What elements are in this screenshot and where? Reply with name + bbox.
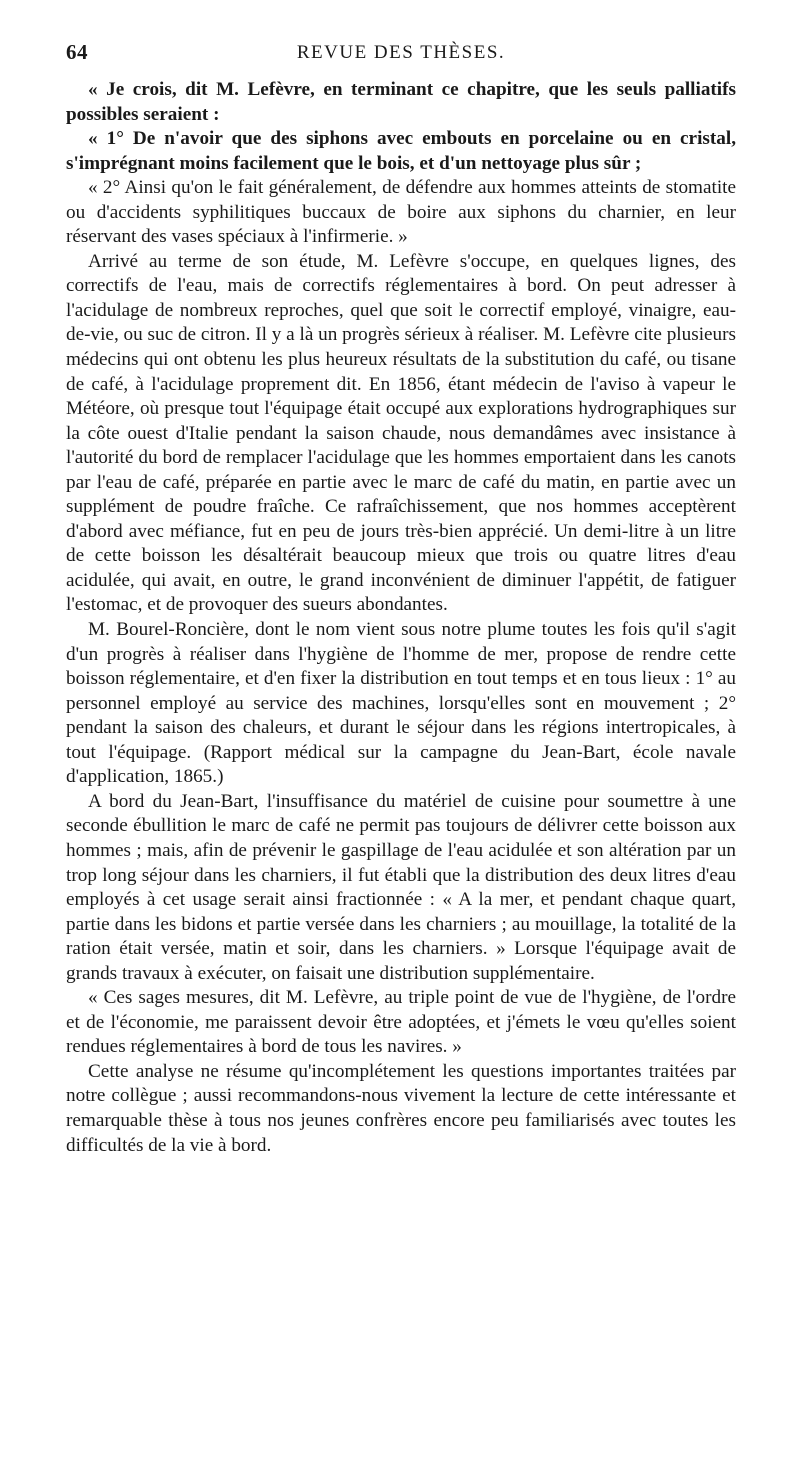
paragraph: « Ces sages mesures, dit M. Lefèvre, au triple point de vue de l'hygiène, de l'ordre et de l'économie, me paraissent devoir être adoptées, et j'émets le vœu qu'elles soient rendues réglementaires à bord de tous les navires. »	[66, 987, 736, 1058]
journal-title: REVUE DES THÈSES.	[296, 42, 506, 63]
running-head	[66, 40, 736, 70]
paragraph: Cette analyse ne résume qu'incomplétement les questions importantes traitées par notre collègue ; aussi recommandons-nous vivement la lecture de cette intéressante et remarquable thèse à tous nos jeunes confrères encore peu familiarisés avec toutes les difficultés de la vie à bord.	[66, 1060, 736, 1156]
paragraph: « 2° Ainsi qu'on le fait généralement, de défendre aux hommes atteints de stomatite ou d'accidents syphilitiques buccaux de boire aux siphons du charnier, en leur réservant des vases spéciaux à l'infirmerie. »	[66, 177, 736, 248]
paragraph: A bord du Jean-Bart, l'insuffisance du matériel de cuisine pour soumettre à une seconde ébullition le marc de café ne permit pas toujours de délivrer cette boisson aux hommes ; mais, afin de prévenir le gaspillage de l'eau acidulée et son altération par un trop long séjour dans les charniers, il fut établi que la distribution des deux litres d'eau employés à cet usage serait ainsi fractionnée : « A la mer, et pendant chaque quart, partie dans les bidons et partie versée dans les charniers ; au mouillage, la totalité de la ration était versée, matin et soir, dans les charniers. » Lorsque l'équipage avait de grands travaux à exécuter, on faisait une distribution supplémentaire.	[66, 790, 736, 984]
page-number: 64	[66, 40, 88, 64]
body-text	[66, 78, 736, 1158]
paragraph: M. Bourel-Roncière, dont le nom vient sous notre plume toutes les fois qu'il s'agit d'un progrès à réaliser dans l'hygiène de l'homme de mer, propose de rendre cette boisson réglementaire, et d'en fixer la distribution en tout temps et en tous lieux : 1° au personnel employé au service des machines, lorsqu'elles sont en mouvement ; 2° pendant la saison des chaleurs, et durant le séjour dans les régions intertropicales, à tout l'équipage. (Rapport médical sur la campagne du Jean-Bart, école navale d'application, 1865.)	[66, 619, 736, 788]
paragraph: « 1° De n'avoir que des siphons avec embouts en porcelaine ou en cristal, s'imprégnant moins facilement que le bois, et d'un nettoyage plus sûr ;	[66, 128, 736, 174]
paragraph: Arrivé au terme de son étude, M. Lefèvre s'occupe, en quelques lignes, des correctifs de l'eau, mais de correctifs réglementaires à bord. On peut adresser à l'acidulage de nombreux reproches, quel que soit le correctif employé, vinaigre, eau-de-vie, ou suc de citron. Il y a là un progrès sérieux à réaliser. M. Lefèvre cite plusieurs médecins qui ont obtenu les plus heureux résultats de la substitution du café, ou tisane de café, à l'acidulage proprement dit. En 1856, étant médecin de l'aviso à vapeur le Météore, où presque tout l'équipage était occupé aux explorations hydrographiques sur la côte ouest d'Italie pendant la saison chaude, nous demandâmes avec insistance à l'autorité du bord de remplacer l'acidulage que les hommes emportaient dans les canots par l'eau de café, préparée en partie avec le marc de café du matin, en partie avec un supplément de poudre fraîche. Ce rafraîchissement, que nos hommes acceptèrent d'abord avec méfiance, fut en peu de jours très-bien apprécié. Un demi-litre à un litre de cette boisson les désaltérait beaucoup mieux que trois ou quatre litres d'eau acidulée, qui avait, en outre, le grand inconvénient de diminuer l'appétit, de fatiguer l'estomac, et de provoquer des sueurs abondantes.	[66, 250, 736, 616]
paragraph: « Je crois, dit M. Lefèvre, en terminant ce chapitre, que les seuls palliatifs possibles seraient :	[66, 79, 736, 125]
